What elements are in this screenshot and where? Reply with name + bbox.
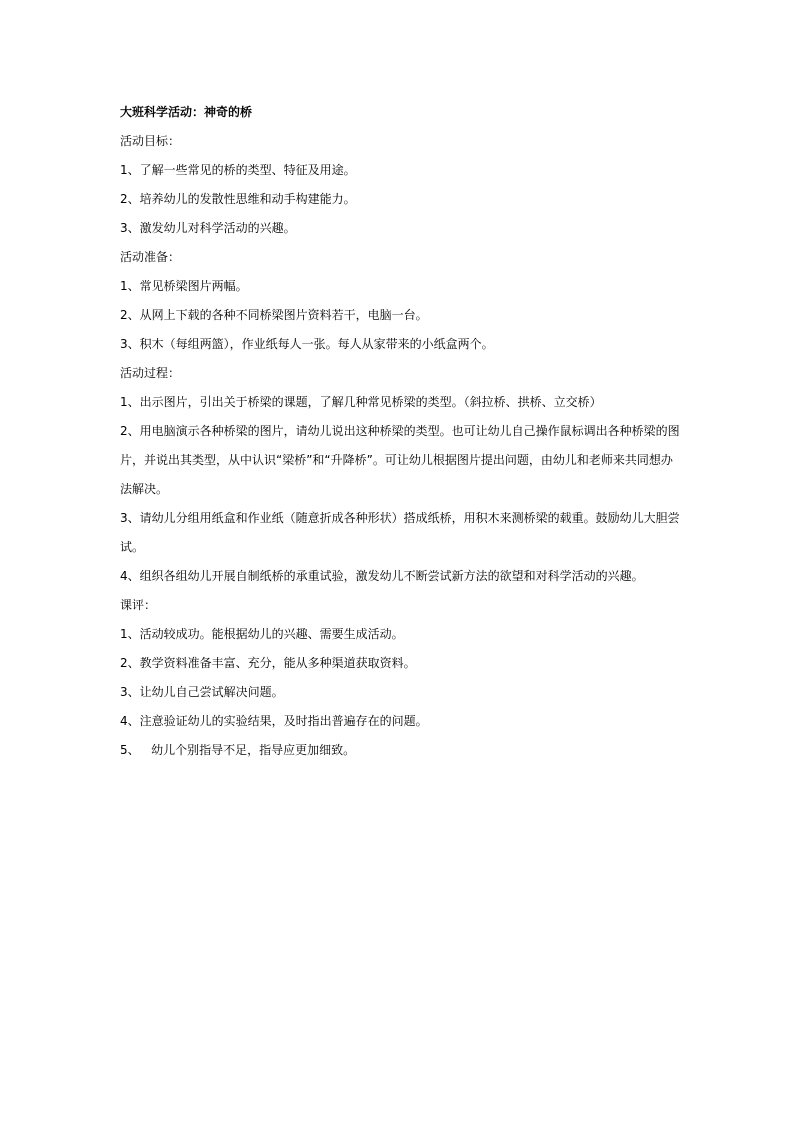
goal-item-2: 2、培养幼儿的发散性思维和动手构建能力。 bbox=[120, 192, 356, 206]
section-heading-process: 活动过程： bbox=[120, 366, 181, 380]
goal-item-1: 1、了解一些常见的桥的类型、特征及用途。 bbox=[120, 163, 356, 177]
preparation-item-2: 2、从网上下载的各种不同桥梁图片资料若干，电脑一台。 bbox=[120, 308, 428, 322]
section-heading-goals: 活动目标： bbox=[120, 134, 181, 148]
document-page bbox=[120, 98, 680, 765]
process-item-3: 3、请幼儿分组用纸盒和作业纸（随意折成各种形状）搭成纸桥，用积木来测桥梁的载重。鼓励幼儿大胆尝试。 bbox=[120, 511, 680, 554]
section-heading-preparation: 活动准备： bbox=[120, 250, 181, 264]
process-item-1: 1、出示图片，引出关于桥梁的课题，了解几种常见桥梁的类型。（斜拉桥、拱桥、立交桥） bbox=[120, 395, 602, 409]
review-item-1: 1、活动较成功。能根据幼儿的兴趣、需要生成活动。 bbox=[120, 627, 404, 641]
review-item-2: 2、教学资料准备丰富、充分，能从多种渠道获取资料。 bbox=[120, 656, 416, 670]
review-item-5: 5、 幼儿个别指导不足，指导应更加细致。 bbox=[120, 743, 356, 757]
review-item-3: 3、让幼儿自己尝试解决问题。 bbox=[120, 685, 284, 699]
preparation-item-3: 3、积木（每组两篮），作业纸每人一张。每人从家带来的小纸盒两个。 bbox=[120, 337, 494, 351]
review-item-4: 4、注意验证幼儿的实验结果，及时指出普遍存在的问题。 bbox=[120, 714, 428, 728]
section-heading-review: 课评： bbox=[120, 598, 157, 612]
document-title: 大班科学活动：神奇的桥 bbox=[120, 105, 253, 119]
preparation-item-1: 1、常见桥梁图片两幅。 bbox=[120, 279, 248, 293]
process-item-2: 2、用电脑演示各种桥梁的图片，请幼儿说出这种桥梁的类型。也可让幼儿自己操作鼠标调出各种桥梁的图片，并说出其类型，从中认识“梁桥”和“升降桥”。可让幼儿根据图片提出问题，由幼儿和老师来共同想办法解决。 bbox=[120, 424, 680, 496]
process-item-4: 4、组织各组幼儿开展自制纸桥的承重试验，激发幼儿不断尝试新方法的欲望和对科学活动的兴趣。 bbox=[120, 569, 644, 583]
goal-item-3: 3、激发幼儿对科学活动的兴趣。 bbox=[120, 221, 296, 235]
